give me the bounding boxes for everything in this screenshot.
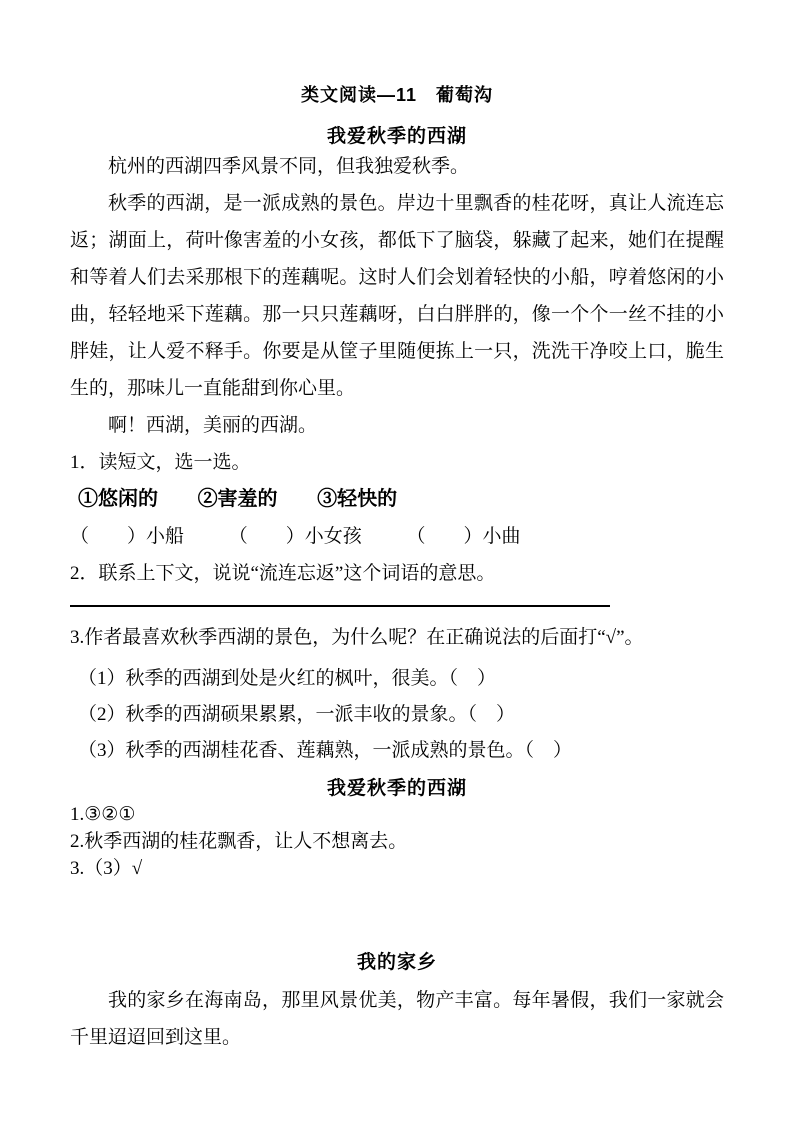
passage-1-paragraph-1: 杭州的西湖四季风景不同，但我独爱秋季。 — [108, 156, 470, 177]
question-1-prompt: 1．读短文，选一选。 — [70, 452, 251, 473]
choice-option-3: ③轻快的 — [317, 488, 398, 510]
choice-option-2: ②害羞的 — [197, 488, 278, 510]
question-3-option-3: （3）秋季的西湖桂花香、莲藕熟，一派成熟的景色。（ ） — [78, 740, 573, 761]
document-title: 类文阅读—11 葡萄沟 — [300, 85, 494, 105]
answer-blank-line — [70, 592, 610, 607]
passage-1-paragraph-2: 秋季的西湖，是一派成熟的景色。岸边十里飘香的桂花呀，真让人流连忘返；湖面上，荷叶像害羞的小女孩，都低下了脑袋，躲藏了起来，她们在提醒和等着人们去采那根下的莲藕呢。这时人们会划着轻快的小船，哼着悠闲的小曲，轻轻地采下莲藕。那一只只莲藕呀，白白胖胖的，像一个个一丝不挂的小胖娃，让人爱不释手。你要是从筐子里随便拣上一只，洗洗干净咬上口，脆生生的，那味儿一直能甜到你心里。 — [70, 193, 724, 399]
blank-xiaochuan: （ ）小船 — [70, 526, 185, 547]
question-3-option-1: （1）秋季的西湖到处是火红的枫叶，很美。（ ） — [78, 668, 497, 689]
question-section — [70, 444, 724, 769]
blank-xiaonvhai: （ ）小女孩 — [228, 526, 362, 547]
choice-option-1: ①悠闲的 — [78, 488, 158, 510]
question-1-choices — [70, 481, 724, 518]
passage-2-paragraph-1: 我的家乡在海南岛，那里风景优美，物产丰富。每年暑假，我们一家就会千里迢迢回到这里。 — [70, 990, 724, 1048]
answer-key-title: 我爱秋季的西湖 — [326, 778, 467, 799]
passage-1-paragraph-3: 啊！西湖，美丽的西湖。 — [108, 415, 318, 436]
reading-passage-1 — [70, 126, 724, 444]
answer-item-1: 1.③②① — [70, 804, 136, 825]
passage-1-title: 我爱秋季的西湖 — [326, 126, 467, 147]
question-3-options — [70, 661, 724, 769]
question-3-prompt: 3.作者最喜欢秋季西湖的景色，为什么呢？在正确说法的后面打“√”。 — [70, 627, 644, 648]
answer-item-2: 2.秋季西湖的桂花飘香，让人不想离去。 — [70, 831, 408, 852]
question-2-prompt: 2．联系上下文，说说“流连忘返”这个词语的意思。 — [70, 563, 496, 584]
reading-passage-2 — [70, 952, 724, 1056]
blank-xiaoqu: （ ）小曲 — [406, 526, 521, 547]
passage-2-title: 我的家乡 — [356, 952, 437, 973]
question-3-option-2: （2）秋季的西湖硕果累累，一派丰收的景象。（ ） — [78, 704, 516, 725]
question-1-blanks — [70, 518, 724, 555]
answer-item-3: 3.（3）√ — [70, 858, 143, 879]
answer-key-section — [70, 777, 724, 882]
